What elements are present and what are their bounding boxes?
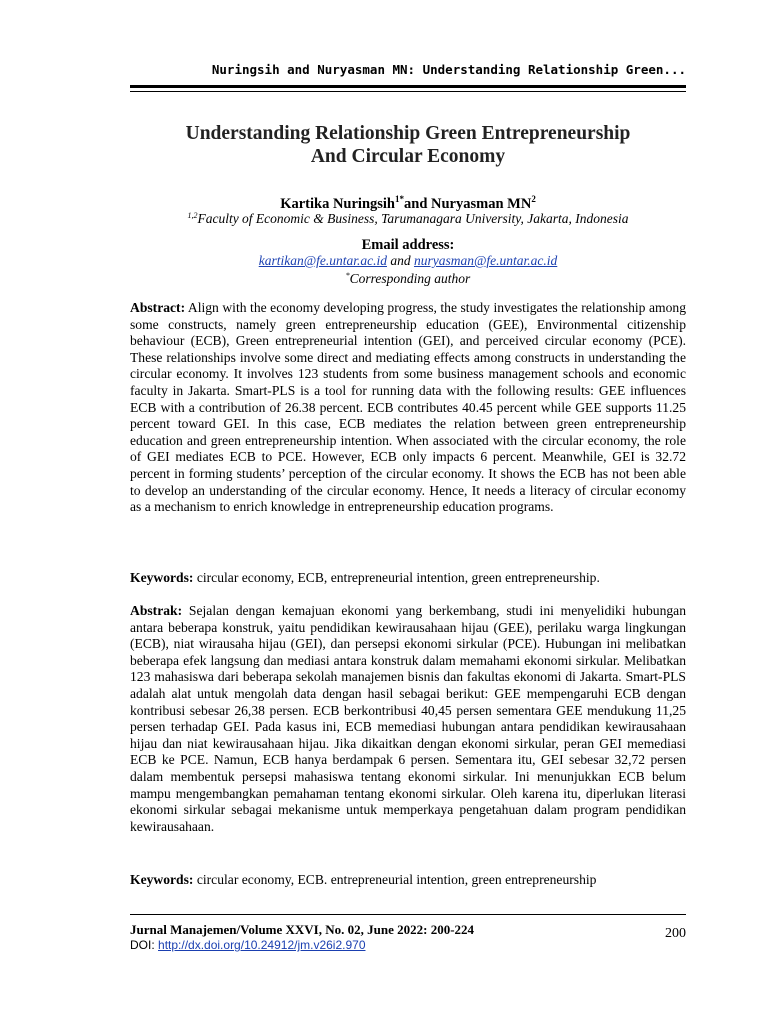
author-1: Kartika Nuringsih: [280, 196, 395, 212]
corresponding-mark: *: [345, 271, 350, 280]
author-2-mark: 2: [531, 194, 536, 204]
abstract-paragraph: [130, 300, 686, 516]
email-line: [130, 253, 686, 269]
page-number: 200: [665, 926, 686, 941]
header-rule-thin: [130, 91, 686, 92]
author-2: Nuryasman MN: [431, 196, 532, 212]
affiliation: [130, 207, 686, 227]
abstrak-text: Sejalan dengan kemajuan ekonomi yang berkembang, studi ini menyelidiki hubungan antara beberapa konstruk, yaitu pendidikan kewirausahaan hijau (GEE), perilaku warga lingkungan (ECB), niat wirausaha hijau (GEI), dan persepsi ekonomi sirkular (PCE). Hubungan ini melibatkan beberapa efek langsung dan mediasi antara konstruk dalam memahami ekonomi sirkular. Melibatkan 123 mahasiswa dari beberapa sekolah manajemen bisnis dan fakultas ekonomi di Jakarta. Smart-PLS adalah alat untuk mengolah data dengan hasil sebagai berikut: GEE mempengaruhi ECB dengan kontribusi sebesar 26,38 persen. ECB berkontribusi 40,45 persen sementara GEE mendukung 11,25 persen terhadap GEI. Pada kasus ini, ECB memediasi hubungan antara pendidikan kewirausahaan hijau dan niat kewirausahaan hijau. Jika dikaitkan dengan ekonomi sirkular, peran GEI memediasi ECB ke PCE. Namun, ECB hanya berdampak 6 persen. Sementara itu, GEI sebesar 32,72 persen dalam membentuk persepsi mahasiswa tentang ekonomi sirkular. Ini menunjukkan ECB belum mampu mengembangkan pemahaman tentang ekonomi sirkular. Oleh karena itu, diperlukan literasi ekonomi sirkular sebagai mekanisme untuk memperkaya pengetahuan dalam program pendidikan kewirausahaan.: [130, 603, 687, 834]
keywords-english: [130, 570, 686, 587]
affiliation-mark: 1,2: [187, 211, 198, 220]
corresponding-note: [130, 268, 686, 287]
doi-line: [130, 938, 366, 953]
title-line-1: Understanding Relationship Green Entrepreneurship: [185, 123, 631, 144]
email-joiner: and: [386, 253, 414, 268]
keywords-label-2: Keywords:: [130, 872, 194, 887]
title-line-2: And Circular Economy: [310, 146, 506, 167]
affiliation-text: Faculty of Economic & Business, Tarumanagara University, Jakarta, Indonesia: [197, 211, 629, 226]
doi-link[interactable]: http://dx.doi.org/10.24912/jm.v26i2.970: [158, 938, 366, 952]
author-1-mark: 1*: [395, 194, 404, 204]
running-head: Nuringsih and Nuryasman MN: Understanding Relationship Green...: [211, 62, 686, 77]
author-joiner: and: [404, 196, 432, 212]
doi-label: DOI:: [130, 938, 159, 952]
keywords-text: circular economy, ECB, entrepreneurial intention, green entrepreneurship.: [196, 570, 600, 585]
keywords-label: Keywords:: [130, 570, 194, 585]
keywords-text-2: circular economy, ECB. entrepreneurial intention, green entrepreneurship: [196, 872, 597, 887]
header-rule-thick: [130, 85, 686, 88]
email-link-2[interactable]: nuryasman@fe.untar.ac.id: [413, 253, 558, 268]
email-heading: Email address:: [361, 237, 455, 253]
abstract-label: Abstract:: [130, 300, 186, 315]
email-link-1[interactable]: kartikan@fe.untar.ac.id: [258, 253, 387, 268]
corresponding-text: Corresponding author: [349, 271, 471, 286]
keywords-indonesian: [130, 872, 686, 889]
journal-citation: Jurnal Manajemen/Volume XXVI, No. 02, June 2022: 200-224: [130, 922, 475, 937]
abstrak-paragraph: [130, 603, 686, 835]
abstract-text: Align with the economy developing progress, the study investigates the relationship among some constructs, namely green entrepreneurship education (GEE), Environmental citizenship behaviour (ECB), Green entrepreneurial intention (GEI), and perceived circular economy (PCE). These relationships involve some direct and mediating effects among constructs in understanding the circular economy. It involves 123 students from some business management schools and economic faculty in Jakarta. Smart-PLS is a tool for running data with the following results: GEE influences ECB with a contribution of 26.38 percent. ECB contributes 40.45 percent while GEE supports 11.25 percent toward GEI. In this case, ECB mediates the relation between green entrepreneurship education and green entrepreneurship intention. When associated with the circular economy, the role of GEI mediates ECB to PCE. However, ECB only impacts 6 percent. Meanwhile, GEI is 32.72 percent in forming students’ perception of the circular economy. It shows the ECB has not been able to develop an understanding of the circular economy. Hence, It needs a literacy of circular economy as a mechanism to enrich knowledge in entrepreneurship education programs.: [130, 300, 686, 515]
abstrak-label: Abstrak:: [130, 603, 183, 618]
footer-rule: [130, 914, 686, 915]
paper-title: [130, 122, 686, 168]
